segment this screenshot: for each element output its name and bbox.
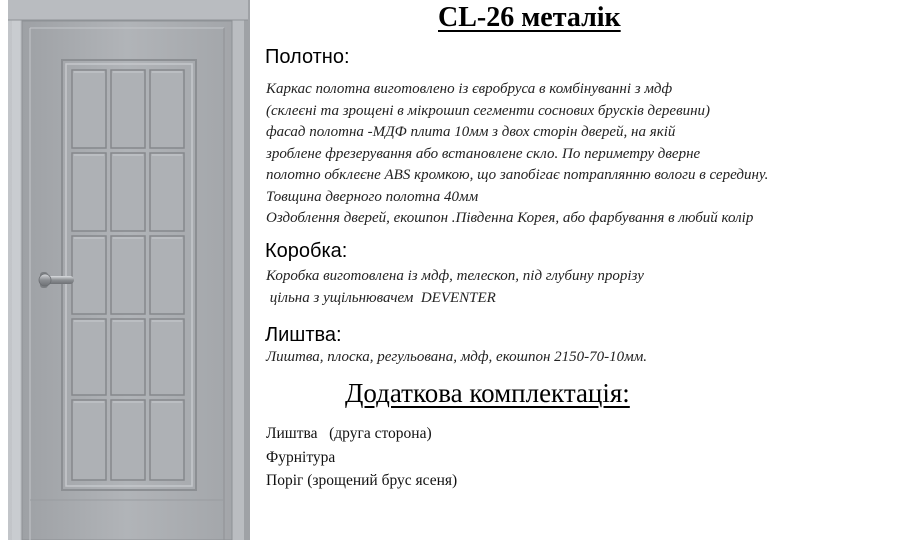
- door-panel: [72, 70, 106, 148]
- polotno-line: Каркас полотна виготовлено із євробруса в комбінуванні з мдф: [266, 81, 673, 97]
- door-icon: [0, 0, 252, 540]
- door-panel: [150, 153, 184, 231]
- door-panel: [72, 400, 106, 480]
- polotno-line: фасад полотна -МДФ плита 10мм з двох сторін дверей, на якій: [266, 124, 676, 140]
- door-panel: [72, 236, 106, 314]
- door-panel: [111, 319, 145, 395]
- extras-title: Додаткова комплектація:: [345, 378, 630, 408]
- korobka-line: цільна з ущільнювачем DEVENTER: [266, 289, 496, 306]
- lyshtva-description: [266, 347, 647, 369]
- heading-korobka: Коробка:: [265, 240, 348, 262]
- door-panel: [150, 319, 184, 395]
- korobka-line: Коробка виготовлена із мдф, телескоп, під глубину прорізу: [266, 268, 644, 284]
- polotno-line: (склеєні та зрощені в мікрошип сегменти соснових брусків деревини): [266, 102, 711, 119]
- polotno-description: [266, 79, 768, 230]
- door-panel: [111, 236, 145, 314]
- door-panel: [111, 153, 145, 231]
- door-panel: [150, 70, 184, 148]
- door-panel: [111, 70, 145, 148]
- door-panel: [72, 153, 106, 231]
- door-panels: [72, 70, 184, 480]
- polotno-line: Товщина дверного полотна 40мм: [266, 188, 479, 205]
- polotno-line: зроблене фрезерування або встановлене скло. По периметру дверне: [266, 145, 701, 162]
- door-panel: [150, 236, 184, 314]
- page-title: CL-26 металік: [438, 2, 621, 33]
- polotno-line: Оздоблення дверей, екошпон .Південна Корея, або фарбування в любий колір: [266, 210, 754, 226]
- extras-item: Поріг (зрощений брус ясеня): [266, 472, 458, 489]
- extras-item: Лиштва (друга сторона): [266, 425, 432, 442]
- door-panel: [111, 400, 145, 480]
- polotno-line: полотно обклеєне ABS кромкою, що запобігає потраплянню вологи в середину.: [266, 167, 769, 183]
- extras-item: Фурнітура: [266, 448, 336, 466]
- door-panel: [72, 319, 106, 395]
- door-image: [0, 0, 252, 540]
- extras-list: [266, 422, 457, 493]
- korobka-description: [266, 266, 644, 309]
- lyshtva-line: Лиштва, плоска, регульована, мдф, екошпон 2150-70-10мм.: [266, 349, 648, 365]
- heading-polotno: Полотно:: [265, 46, 350, 68]
- heading-lyshtva: Лиштва:: [265, 324, 342, 346]
- door-panel: [150, 400, 184, 480]
